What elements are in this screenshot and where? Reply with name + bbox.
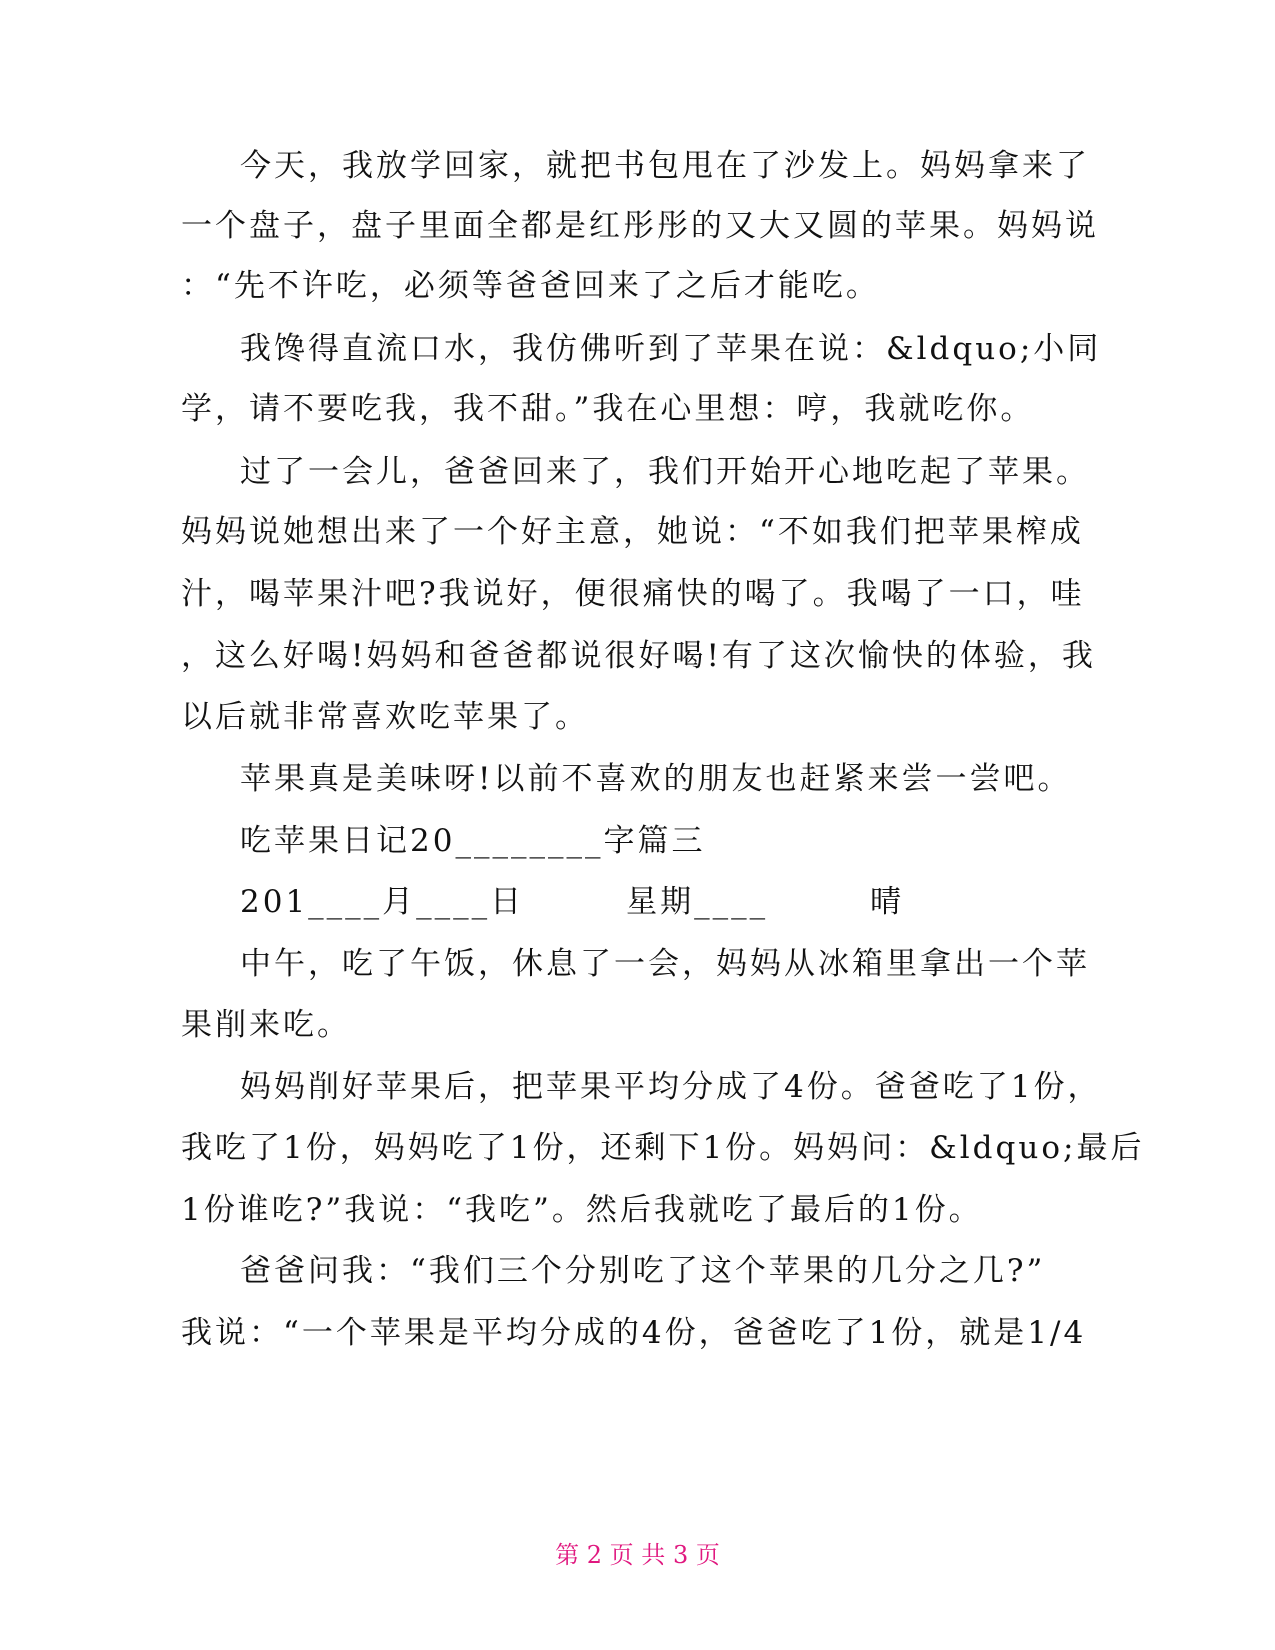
- paragraph-line: 我吃了1份，妈妈吃了1份，还剩下1份。妈妈问：&ldquo;最后: [181, 1130, 1145, 1166]
- paragraph-line: 我说：“一个苹果是平均分成的4份，爸爸吃了1份，就是1/4: [181, 1315, 1087, 1351]
- paragraph-line: 汁，喝苹果汁吧?我说好，便很痛快的喝了。我喝了一口，哇: [181, 576, 1085, 612]
- paragraph-line: 一个盘子，盘子里面全都是红彤彤的又大又圆的苹果。妈妈说: [181, 208, 1099, 244]
- paragraph-line: 妈妈削好苹果后，把苹果平均分成了4份。爸爸吃了1份，: [240, 1069, 1102, 1105]
- paragraph-line: ，这么好喝!妈妈和爸爸都说很好喝!有了这次愉快的体验，我: [181, 638, 1096, 674]
- paragraph-line: 过了一会儿，爸爸回来了，我们开始开心地吃起了苹果。: [240, 454, 1090, 490]
- paragraph-line: 苹果真是美味呀!以前不喜欢的朋友也赶紧来尝一尝吧。: [240, 761, 1072, 797]
- paragraph-line: 以后就非常喜欢吃苹果了。: [181, 699, 589, 735]
- paragraph-line: ：“先不许吃，必须等爸爸回来了之后才能吃。: [181, 268, 880, 304]
- paragraph-line: 果削来吃。: [181, 1007, 351, 1043]
- paragraph-line: 今天，我放学回家，就把书包甩在了沙发上。妈妈拿来了: [240, 148, 1090, 184]
- section-heading: 吃苹果日记20________字篇三: [240, 823, 706, 859]
- paragraph-line: 妈妈说她想出来了一个好主意，她说：“不如我们把苹果榨成: [181, 514, 1084, 550]
- paragraph-line: 我馋得直流口水，我仿佛听到了苹果在说：&ldquo;小同: [240, 331, 1102, 367]
- page-footer: 第 2 页 共 3 页: [555, 1541, 720, 1569]
- paragraph-line: 1份谁吃?”我说：“我吃”。然后我就吃了最后的1份。: [181, 1192, 983, 1228]
- paragraph-line: 中午，吃了午饭，休息了一会，妈妈从冰箱里拿出一个苹: [240, 946, 1090, 982]
- paragraph-line: 爸爸问我：“我们三个分别吃了这个苹果的几分之几?”: [240, 1253, 1046, 1289]
- date-line: 201____月____日 星期____ 晴: [240, 884, 905, 920]
- paragraph-line: 学，请不要吃我，我不甜。”我在心里想：哼，我就吃你。: [181, 391, 1035, 427]
